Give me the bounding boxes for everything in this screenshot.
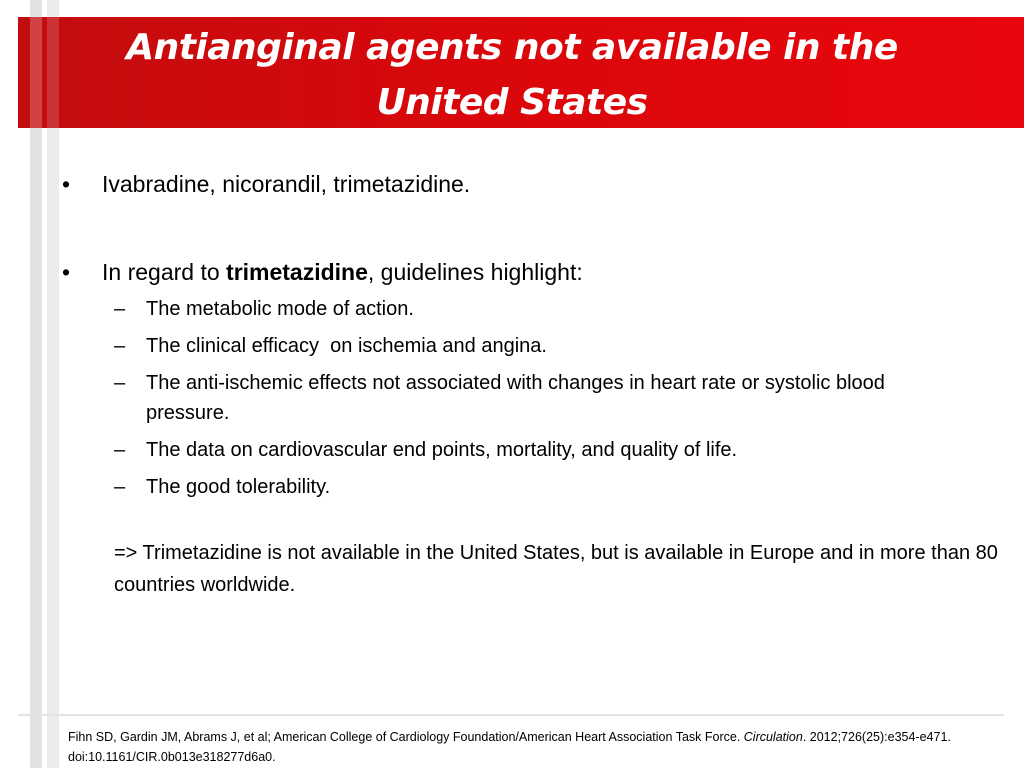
sub-bullet-text: The good tolerability. (146, 476, 331, 498)
footer-divider (18, 714, 1004, 716)
dash-marker: – (114, 372, 126, 394)
stripe-overlay-2 (47, 17, 59, 128)
bullet-marker: • (62, 171, 71, 197)
reference-citation (68, 727, 968, 767)
dash-marker: – (114, 476, 126, 498)
sub-bullet-text: The clinical efficacy on ischemia and angina. (146, 335, 547, 357)
slide-body (62, 162, 1012, 601)
bullet-text-bold: trimetazidine (226, 259, 368, 285)
bullet-text: Ivabradine, nicorandil, trimetazidine. (102, 171, 471, 197)
bullet-item-agents (62, 162, 1012, 206)
citation-details: . 2012;726(25):e354-e471. doi:10.1161/CIR.0b013e318277d6a0. (68, 730, 951, 764)
sub-bullet-text: The anti-ischemic effects not associated with changes in heart rate or systolic blood pressure. (146, 372, 885, 424)
bullet-text-prefix: In regard to (102, 259, 227, 285)
sub-bullet-item (62, 435, 946, 465)
sub-bullet-item (62, 294, 946, 324)
sub-bullet-text: The metabolic mode of action. (146, 298, 414, 320)
bullet-item-guidelines (62, 250, 1012, 294)
citation-journal: Circulation (743, 730, 803, 744)
sub-bullet-item (62, 368, 946, 428)
sub-bullet-item (62, 331, 946, 361)
bullet-marker: • (62, 259, 71, 285)
dash-marker: – (114, 335, 126, 357)
dash-marker: – (114, 439, 126, 461)
conclusion-text: => Trimetazidine is not available in the United States, but is available in Europe and in more than 80 countries worldwide. (114, 542, 998, 596)
sub-bullet-text: The data on cardiovascular end points, mortality, and quality of life. (146, 439, 738, 461)
slide-title: Antianginal agents not available in the United States (126, 27, 898, 123)
bullet-text-suffix: , guidelines highlight: (367, 259, 583, 285)
stripe-overlay-1 (30, 17, 42, 128)
sub-bullet-item (62, 472, 946, 502)
dash-marker: – (114, 298, 126, 320)
citation-authors: Fihn SD, Gardin JM, Abrams J, et al; American College of Cardiology Foundation/American Heart Association Task Force. (68, 730, 744, 744)
